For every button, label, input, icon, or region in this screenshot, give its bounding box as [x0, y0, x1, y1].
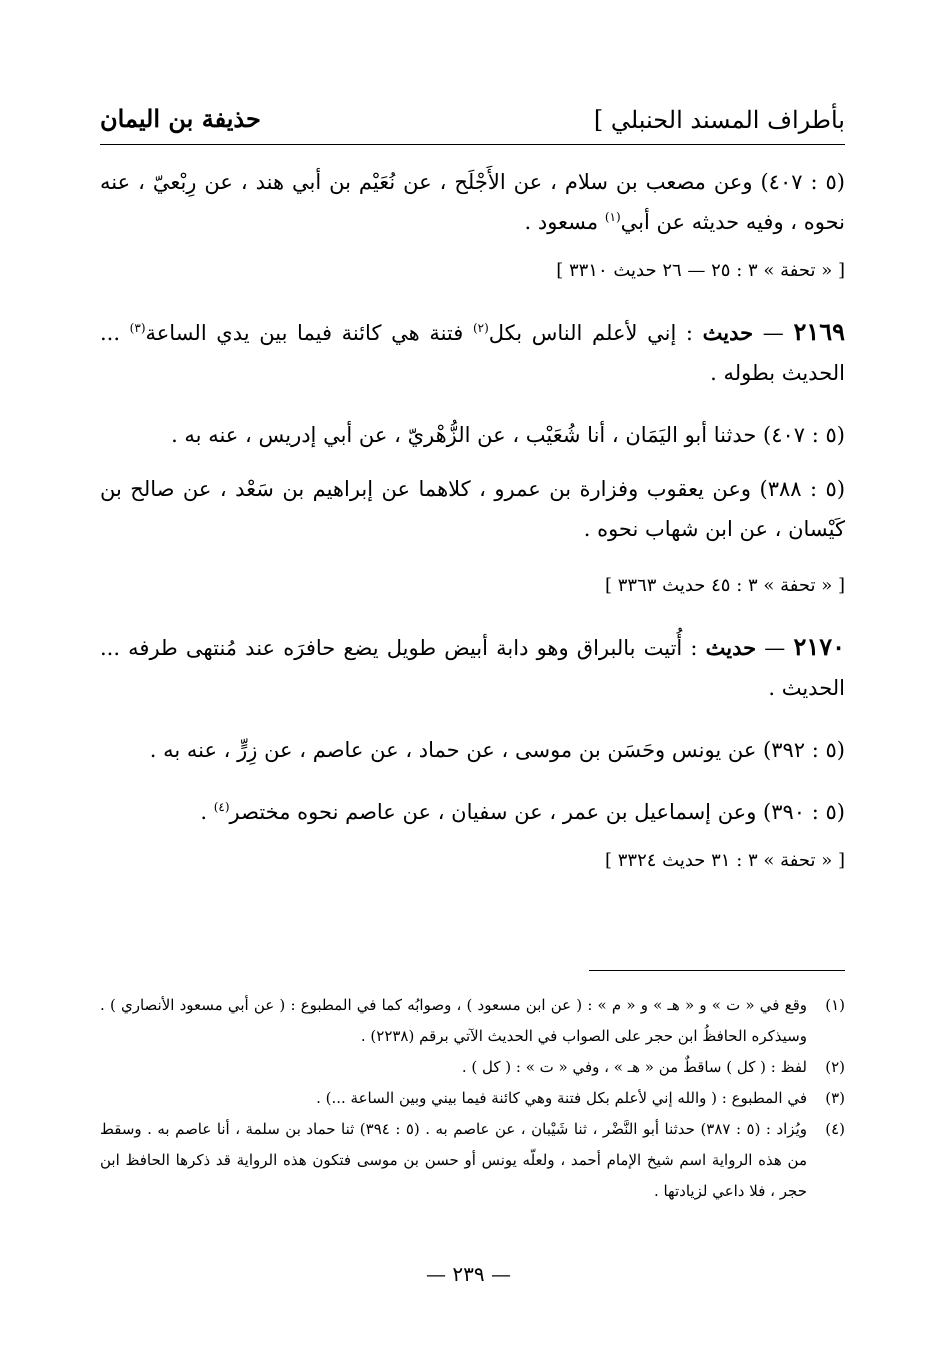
dash: — [756, 636, 794, 660]
footnote [100, 1114, 845, 1207]
paragraph-text: . [200, 800, 214, 824]
paragraph-4: (٥ : ٣٨٨) وعن يعقوب وفزارة بن عمرو ، كلاهما عن إبراهيم بن سَعْد ، عن صالح بن كَيْسان ، عن ابن شهاب نحوه . [100, 477, 846, 541]
footnote-number: (٣) [825, 1089, 845, 1107]
tuhfa-reference-1: [ « تحفة » ٣ : ٢٥ — ٢٦ حديث ٣٣١٠ ] [556, 260, 845, 281]
footnote [100, 1083, 845, 1114]
footnote-separator [589, 970, 845, 971]
paragraph-text: (٥ : ٤٠٧) وعن مصعب بن سلام ، عن الأَجْلَح ، عن نُعَيْم بن أبي هند ، عن رِبْعيّ ، عنه نحوه ، وفيه حديثه عن أبي [100, 170, 845, 234]
footnote-ref: (٢) [472, 321, 489, 335]
paragraph-6: (٥ : ٣٩٢) عن يونس وحَسَن بن موسى ، عن حماد ، عن عاصم ، عن زِرٍّ ، عنه به . [149, 738, 845, 762]
footnote-ref: (٤) [213, 800, 230, 814]
tuhfa-reference-2: [ « تحفة » ٣ : ٤٥ حديث ٣٣٦٣ ] [605, 575, 845, 596]
footnote-number: (٤) [825, 1120, 845, 1138]
hadith-text: : إني لأعلم الناس بكل [488, 321, 703, 345]
tuhfa-reference-3: [ « تحفة » ٣ : ٣١ حديث ٣٣٢٤ ] [605, 850, 845, 871]
hadith-text: فتنة هي كائنة فيما بين يدي الساعة [145, 321, 473, 345]
footnote [100, 990, 845, 1052]
paragraph-text: مسعود . [524, 210, 605, 234]
main-text [100, 162, 845, 902]
hadith-2169 [100, 312, 845, 393]
footnote-ref: (١) [604, 210, 621, 224]
paragraph-1 [100, 162, 845, 242]
paragraph-text: (٥ : ٣٩٠) وعن إسماعيل بن عمر ، عن سفيان ، عن عاصم نحوه مختصر [229, 800, 845, 824]
paragraph-7 [100, 792, 845, 832]
footnote-number: (٢) [825, 1058, 845, 1076]
header-book-title: بأطراف المسند الحنبلي ] [593, 106, 845, 134]
hadith-number: ٢١٦٩ [793, 317, 845, 346]
hadith-text: ... الحديث بطوله . [100, 321, 845, 385]
footnote [100, 1052, 845, 1083]
hadith-keyword: حديث [705, 635, 757, 660]
header-rule [100, 144, 845, 145]
footnotes [100, 990, 845, 1207]
footnote-text: في المطبوع : ( والله إني لأعلم بكل فتنة وهي كائنة فيما بيني وبين الساعة ...) . [316, 1089, 807, 1107]
footnote-text: ويُزاد : (٥ : ٣٨٧) حدثنا أبو النَّضْر ، ثنا شَيْبان ، عن عاصم به . (٥ : ٣٩٤) ثنا حماد بن سلمة ، أنا عاصم به . وسقط من هذه الرواية اسم شيخ الإمام أحمد ، ولعلّه يونس أو حسن بن موسى فتكون هذه الرواية قد ذكرها الحافظ ابن حجر ، فلا داعي لزيادتها . [100, 1120, 807, 1200]
page-number: — ٢٣٩ — [426, 1262, 511, 1286]
hadith-keyword: حديث [702, 320, 754, 345]
hadith-number: ٢١٧٠ [793, 632, 845, 661]
header-chapter-title: حذيفة بن اليمان [100, 104, 261, 133]
hadith-text: : أُتيت بالبراق وهو دابة أبيض طويل يضع حافرَه عند مُنتهى طرفه ... الحديث . [100, 636, 845, 700]
footnote-text: لفظ : ( كل ) ساقطٌ من « هـ » ، وفي « ت » : ( كل ) . [461, 1058, 807, 1076]
footnote-ref: (٣) [129, 321, 146, 335]
hadith-2170 [100, 627, 845, 708]
paragraph-3: (٥ : ٤٠٧) حدثنا أبو اليَمَان ، أنا شُعَيْب ، عن الزُّهْريّ ، عن أبي إدريس ، عنه به . [171, 423, 845, 447]
footnote-text: وقع في « ت » و « هـ » و « م » : ( عن ابن مسعود ) ، وصوابُه كما في المطبوع : ( عن أبي مسعود الأنصاري ) . وسيذكره الحافظُ ابن حجر على الصواب في الحديث الآتي برقم (٢٢٣٨) . [100, 996, 807, 1045]
dash: — [753, 321, 794, 345]
footnote-number: (١) [825, 996, 845, 1014]
running-header [100, 98, 845, 138]
